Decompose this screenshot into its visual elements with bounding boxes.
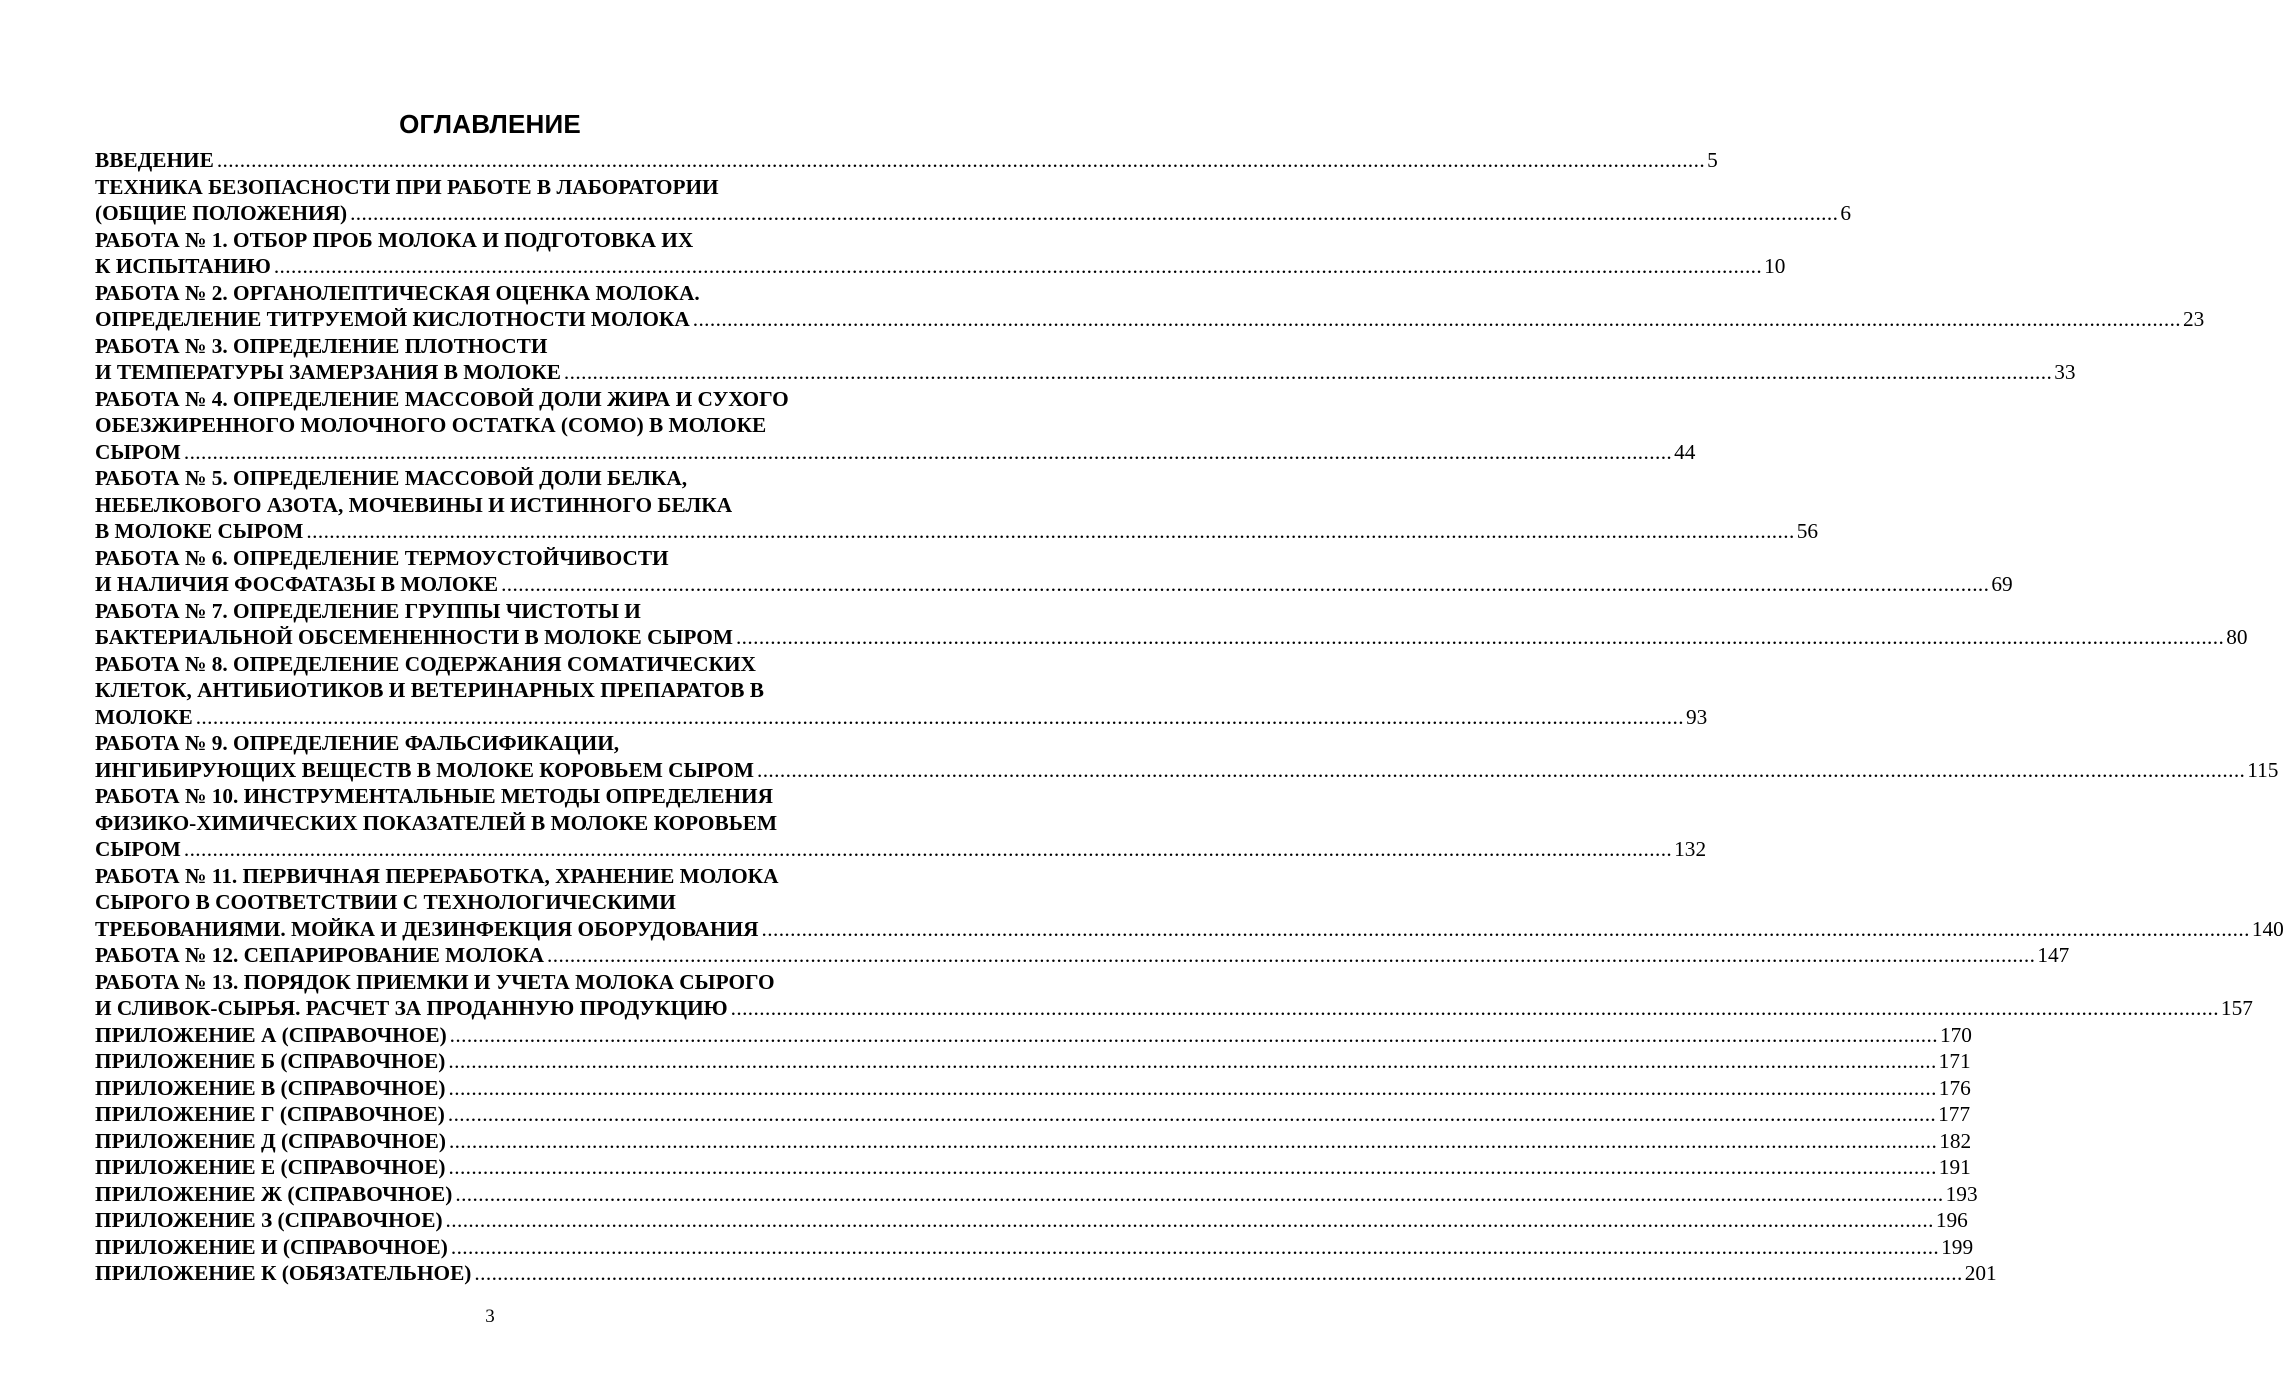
toc-entry[interactable] bbox=[95, 1154, 1971, 1181]
toc-entry-title-line: СЫРОГО В СООТВЕТСТВИИ С ТЕХНОЛОГИЧЕСКИМИ bbox=[95, 890, 676, 914]
toc-entry-title-line: ВВЕДЕНИЕ bbox=[95, 148, 214, 172]
leader-dots: .................................................................................................................................................................................................................................................................... bbox=[183, 439, 1673, 464]
toc-entry-title-line: (ОБЩИЕ ПОЛОЖЕНИЯ) bbox=[95, 201, 348, 225]
toc-page-number: 6 bbox=[1840, 201, 1852, 225]
toc-page-number: 199 bbox=[1941, 1234, 1974, 1259]
toc-entry-title-line: ОБЕЗЖИРЕННОГО МОЛОЧНОГО ОСТАТКА (СОМО) В МОЛОКЕ bbox=[95, 413, 767, 437]
toc-entry-title-line: ПРИЛОЖЕНИЕ Ж (СПРАВОЧНОЕ) bbox=[95, 1181, 453, 1206]
toc-entry[interactable] bbox=[95, 1234, 1974, 1261]
toc-entry[interactable] bbox=[95, 147, 1718, 174]
toc-entry-title-line: ИНГИБИРУЮЩИХ ВЕЩЕСТВ В МОЛОКЕ КОРОВЬЕМ СЫРОМ bbox=[95, 757, 754, 782]
leader-dots: .................................................................................................................................................................................................................................................................... bbox=[735, 625, 2225, 649]
toc-page-number: 140 bbox=[2251, 916, 2284, 941]
toc-page-number: 44 bbox=[1674, 439, 1696, 464]
toc-entry-title-line: И ТЕМПЕРАТУРЫ ЗАМЕРЗАНИЯ В МОЛОКЕ bbox=[95, 360, 561, 384]
leader-dots: .................................................................................................................................................................................................................................................................... bbox=[730, 996, 2219, 1020]
toc-entry-title-line: СЫРОМ bbox=[95, 837, 181, 861]
toc-entry[interactable] bbox=[95, 386, 1696, 466]
toc-page-number: 191 bbox=[1938, 1155, 1971, 1179]
toc-page-number: 157 bbox=[2220, 996, 2253, 1020]
leader-dots: .................................................................................................................................................................................................................................................................... bbox=[445, 1208, 1934, 1232]
leader-dots: .................................................................................................................................................................................................................................................................... bbox=[448, 1075, 1937, 1100]
toc-entry-title-line: РАБОТА № 12. СЕПАРИРОВАНИЕ МОЛОКА bbox=[95, 943, 545, 967]
leader-dots: .................................................................................................................................................................................................................................................................... bbox=[756, 757, 2246, 782]
toc-page-number: 10 bbox=[1764, 254, 1786, 278]
toc-page-number: 182 bbox=[1939, 1128, 1972, 1153]
leader-dots: .................................................................................................................................................................................................................................................................... bbox=[195, 704, 1684, 729]
toc-entry-title-line: К ИСПЫТАНИЮ bbox=[95, 254, 271, 278]
toc-entry-title-line: РАБОТА № 5. ОПРЕДЕЛЕНИЕ МАССОВОЙ ДОЛИ БЕЛКА, bbox=[95, 466, 688, 490]
toc-entry-title-line: РАБОТА № 9. ОПРЕДЕЛЕНИЕ ФАЛЬСИФИКАЦИИ, bbox=[95, 731, 620, 755]
toc-entry-title-line: РАБОТА № 13. ПОРЯДОК ПРИЕМКИ И УЧЕТА МОЛОКА СЫРОГО bbox=[95, 969, 775, 994]
toc-entry[interactable] bbox=[95, 1022, 1972, 1049]
toc-entry[interactable] bbox=[95, 465, 1818, 545]
toc-page-number: 33 bbox=[2054, 360, 2076, 384]
toc-entry[interactable] bbox=[95, 227, 1786, 280]
toc-entry-title-line: ПРИЛОЖЕНИЕ А (СПРАВОЧНОЕ) bbox=[95, 1022, 447, 1047]
toc-page-number: 23 bbox=[2183, 307, 2205, 331]
leader-dots: .................................................................................................................................................................................................................................................................... bbox=[692, 307, 2182, 331]
toc-entry-title-line: ПРИЛОЖЕНИЕ Д (СПРАВОЧНОЕ) bbox=[95, 1128, 446, 1153]
toc-entry-title-line: РАБОТА № 8. ОПРЕДЕЛЕНИЕ СОДЕРЖАНИЯ СОМАТИЧЕСКИХ bbox=[95, 651, 756, 676]
toc-entry-title-line: ОПРЕДЕЛЕНИЕ ТИТРУЕМОЙ КИСЛОТНОСТИ МОЛОКА bbox=[95, 307, 690, 331]
toc-entry[interactable] bbox=[95, 1075, 1971, 1102]
toc-entry-title-line: И НАЛИЧИЯ ФОСФАТАЗЫ В МОЛОКЕ bbox=[95, 572, 499, 596]
toc-entry-title-line: ПРИЛОЖЕНИЕ К (ОБЯЗАТЕЛЬНОЕ) bbox=[95, 1261, 472, 1285]
toc-page-number: 5 bbox=[1707, 148, 1718, 172]
toc-entry[interactable] bbox=[95, 280, 2205, 333]
leader-dots: .................................................................................................................................................................................................................................................................... bbox=[563, 360, 2053, 384]
toc-entry[interactable] bbox=[95, 651, 1708, 731]
table-of-contents bbox=[95, 147, 2284, 1287]
leader-dots: .................................................................................................................................................................................................................................................................... bbox=[448, 1155, 1937, 1179]
leader-dots: .................................................................................................................................................................................................................................................................... bbox=[448, 1049, 1937, 1073]
toc-entry-title-line: РАБОТА № 2. ОРГАНОЛЕПТИЧЕСКАЯ ОЦЕНКА МОЛОКА. bbox=[95, 280, 700, 305]
toc-page-number: 170 bbox=[1939, 1022, 1972, 1047]
toc-entry-title-line: РАБОТА № 3. ОПРЕДЕЛЕНИЕ ПЛОТНОСТИ bbox=[95, 333, 548, 358]
leader-dots: .................................................................................................................................................................................................................................................................... bbox=[501, 572, 1990, 596]
toc-page-number: 115 bbox=[2247, 757, 2279, 782]
toc-entry[interactable] bbox=[95, 545, 2013, 598]
toc-page-number: 177 bbox=[1938, 1102, 1971, 1126]
leader-dots: .................................................................................................................................................................................................................................................................... bbox=[447, 1102, 1937, 1126]
leader-dots: .................................................................................................................................................................................................................................................................... bbox=[450, 1234, 1940, 1259]
toc-entry-title-line: ТРЕБОВАНИЯМИ. МОЙКА И ДЕЗИНФЕКЦИЯ ОБОРУДОВАНИЯ bbox=[95, 916, 759, 941]
toc-entry-title-line: РАБОТА № 11. ПЕРВИЧНАЯ ПЕРЕРАБОТКА, ХРАНЕНИЕ МОЛОКА bbox=[95, 863, 779, 888]
toc-entry-title-line: НЕБЕЛКОВОГО АЗОТА, МОЧЕВИНЫ И ИСТИННОГО БЕЛКА bbox=[95, 492, 733, 517]
toc-page-number: 56 bbox=[1796, 519, 1818, 543]
toc-entry[interactable] bbox=[95, 969, 2253, 1022]
leader-dots: .................................................................................................................................................................................................................................................................... bbox=[216, 148, 1706, 172]
toc-page-number: 80 bbox=[2226, 625, 2248, 649]
toc-page-number: 193 bbox=[1945, 1181, 1978, 1206]
toc-entry-title-line: РАБОТА № 4. ОПРЕДЕЛЕНИЕ МАССОВОЙ ДОЛИ ЖИРА И СУХОГО bbox=[95, 386, 789, 411]
toc-page-number: 171 bbox=[1938, 1049, 1971, 1073]
toc-entry[interactable] bbox=[95, 333, 2076, 386]
toc-page-number: 132 bbox=[1674, 837, 1707, 861]
toc-entry-title-line: ФИЗИКО-ХИМИЧЕСКИХ ПОКАЗАТЕЛЕЙ В МОЛОКЕ КОРОВЬЕМ bbox=[95, 810, 778, 835]
toc-entry[interactable] bbox=[95, 942, 2070, 969]
leader-dots: .................................................................................................................................................................................................................................................................... bbox=[448, 1128, 1938, 1153]
toc-page-number: 147 bbox=[2037, 943, 2070, 967]
toc-entry-title-line: ПРИЛОЖЕНИЕ И (СПРАВОЧНОЕ) bbox=[95, 1234, 448, 1259]
toc-entry[interactable] bbox=[95, 1128, 1972, 1155]
page-number: 3 bbox=[485, 1306, 495, 1327]
toc-entry-title-line: БАКТЕРИАЛЬНОЙ ОБСЕМЕНЕННОСТИ В МОЛОКЕ СЫРОМ bbox=[95, 625, 733, 649]
toc-entry[interactable] bbox=[95, 174, 1852, 227]
leader-dots: .................................................................................................................................................................................................................................................................... bbox=[273, 254, 1763, 278]
toc-page-number: 201 bbox=[1964, 1261, 1997, 1285]
toc-entry[interactable] bbox=[95, 1048, 1971, 1075]
toc-entry[interactable] bbox=[95, 863, 2284, 943]
leader-dots: .................................................................................................................................................................................................................................................................... bbox=[183, 837, 1673, 861]
toc-entry-title-line: СЫРОМ bbox=[95, 439, 181, 464]
toc-entry-title-line: РАБОТА № 6. ОПРЕДЕЛЕНИЕ ТЕРМОУСТОЙЧИВОСТИ bbox=[95, 545, 669, 570]
toc-entry-title-line: И СЛИВОК-СЫРЬЯ. РАСЧЕТ ЗА ПРОДАННУЮ ПРОДУКЦИЮ bbox=[95, 996, 728, 1020]
leader-dots: .................................................................................................................................................................................................................................................................... bbox=[350, 201, 1839, 225]
toc-entry-title-line: ПРИЛОЖЕНИЕ З (СПРАВОЧНОЕ) bbox=[95, 1208, 443, 1232]
toc-entry[interactable] bbox=[95, 1260, 1997, 1287]
leader-dots: .................................................................................................................................................................................................................................................................... bbox=[474, 1261, 1963, 1285]
toc-entry[interactable] bbox=[95, 783, 1707, 863]
page-title: ОГЛАВЛЕНИЕ bbox=[399, 109, 581, 140]
toc-entry-title-line: РАБОТА № 10. ИНСТРУМЕНТАЛЬНЫЕ МЕТОДЫ ОПРЕДЕЛЕНИЯ bbox=[95, 784, 773, 808]
toc-entry-title-line: РАБОТА № 7. ОПРЕДЕЛЕНИЕ ГРУППЫ ЧИСТОТЫ И bbox=[95, 598, 641, 623]
toc-entry[interactable] bbox=[95, 730, 2279, 783]
toc-page-number: 176 bbox=[1938, 1075, 1971, 1100]
toc-entry[interactable] bbox=[95, 1181, 1978, 1208]
toc-entry-title-line: РАБОТА № 1. ОТБОР ПРОБ МОЛОКА И ПОДГОТОВКА ИХ bbox=[95, 227, 694, 252]
toc-page-number: 93 bbox=[1685, 704, 1708, 729]
toc-entry[interactable] bbox=[95, 1101, 1971, 1128]
toc-entry-title-line: КЛЕТОК, АНТИБИОТИКОВ И ВЕТЕРИНАРНЫХ ПРЕПАРАТОВ В bbox=[95, 678, 764, 702]
leader-dots: .................................................................................................................................................................................................................................................................... bbox=[306, 519, 1795, 543]
leader-dots: .................................................................................................................................................................................................................................................................... bbox=[449, 1022, 1938, 1047]
toc-page-number: 196 bbox=[1935, 1208, 1968, 1232]
toc-entry-title-line: В МОЛОКЕ СЫРОМ bbox=[95, 519, 304, 543]
toc-entry-title-line: ПРИЛОЖЕНИЕ В (СПРАВОЧНОЕ) bbox=[95, 1075, 446, 1100]
leader-dots: .................................................................................................................................................................................................................................................................... bbox=[547, 943, 2036, 967]
toc-entry-title-line: ПРИЛОЖЕНИЕ Б (СПРАВОЧНОЕ) bbox=[95, 1049, 446, 1073]
toc-entry[interactable] bbox=[95, 1207, 1968, 1234]
toc-page-number: 69 bbox=[1991, 572, 2013, 596]
toc-entry-title-line: ПРИЛОЖЕНИЕ Г (СПРАВОЧНОЕ) bbox=[95, 1102, 445, 1126]
toc-entry[interactable] bbox=[95, 598, 2248, 651]
leader-dots: .................................................................................................................................................................................................................................................................... bbox=[761, 916, 2250, 941]
toc-entry-title-line: МОЛОКЕ bbox=[95, 704, 193, 729]
toc-entry-title-line: ПРИЛОЖЕНИЕ Е (СПРАВОЧНОЕ) bbox=[95, 1155, 446, 1179]
toc-entry-title-line: ТЕХНИКА БЕЗОПАСНОСТИ ПРИ РАБОТЕ В ЛАБОРАТОРИИ bbox=[95, 174, 719, 199]
leader-dots: .................................................................................................................................................................................................................................................................... bbox=[455, 1181, 1944, 1206]
